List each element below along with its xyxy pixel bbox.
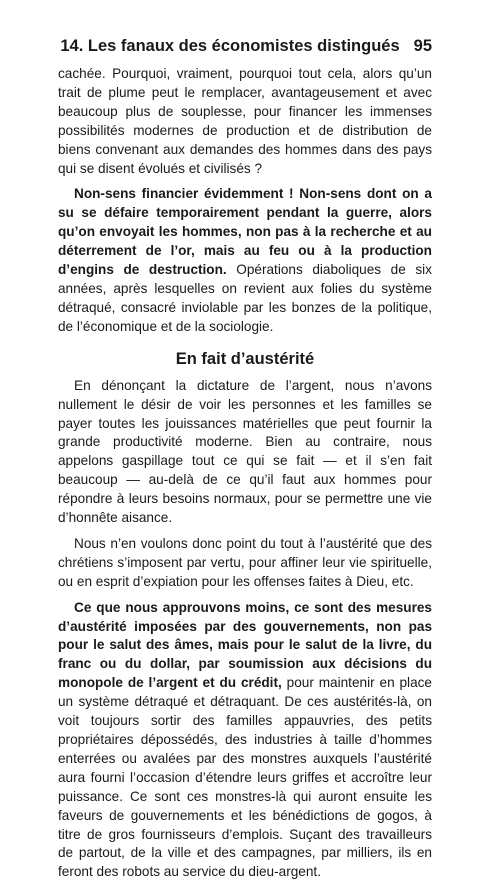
paragraph-mesures-austerite <box>58 599 432 882</box>
paragraph-text: pour maintenir en place un système détraqué et détraquant. De ces austérités-là, on voit toujours sortir des familles appauvries, des petits propriétaires dépossédés, des industries à taille d’hommes enterrées ou avalées par des monstres auxquels l’austérité aura fourni l’occasion d’étendre leurs griffes et accroître leur puissance. Ce sont ces monstres-là qui auront ensuite les faveurs de gouvernements et les bénédictions de gogos, à titre de gros fournisseurs d’emplois. Suçant des travailleurs de partout, de la ville et des campagnes, par milliers, ils en feront des robots au service du dieu-argent. <box>58 675 432 880</box>
chapter-title: 14. Les fanaux des économistes distingués <box>60 37 400 55</box>
page-number: 95 <box>413 37 432 55</box>
paragraph-continuation: cachée. Pourquoi, vraiment, pourquoi tout cela, alors qu’un trait de plume peut le remplacer, avantageusement et avec beaucoup plus de souplesse, pour financer les immenses possibilités modernes de production et de distribution de biens convenant aux demandes des hommes dans des pays qui se disent évolués et civilisés ? <box>58 66 432 176</box>
paragraph-austerite-chretienne: Nous n’en voulons donc point du tout à l’austérité que des chrétiens s’imposent par vertu, pour affiner leur vie spirituelle, ou en esprit d’expiation pour les offenses faites à Dieu, etc. <box>58 535 432 589</box>
bold-statement: Ce que nous approuvons moins, ce sont des mesures d’austérité imposées par des gouvernements, non pas pour le salut des âmes, mais pour le salut de la livre, du franc ou du dollar, par soumission aux décisions du monopole de l’argent et du crédit, <box>58 599 432 691</box>
book-page <box>58 36 432 882</box>
paragraph-text: Opérations diaboliques de six années, après lesquelles on revient aux folies du système détraqué, consacré inviolable par les bonzes de la politique, de l’économique et de la sociologie. <box>58 262 432 334</box>
section-heading: En fait d’austérité <box>175 349 315 368</box>
running-head <box>58 36 432 56</box>
paragraph-denonciation: En dénonçant la dictature de l’argent, nous n’avons nullement le désir de voir les personnes et les familles se payer toutes les jouissances matérielles que peut fournir la grande productivité moderne. Bien au contraire, nous appelons gaspillage tout ce qui se fait — et il s’en fait beaucoup — au-delà de ce qu’il faut aux hommes pour répondre à leurs besoins normaux, pour se permettre une vie d’honnête aisance. <box>58 377 432 526</box>
paragraph-nonsens <box>58 185 432 336</box>
bold-statement: Non-sens financier évidemment ! Non-sens dont on a su se défaire temporairement pendant la guerre, alors qu’on envoyait les hommes, non pas à la recherche et au déterrement de l’or, mais au feu ou à la production d’engins de destruction. <box>58 186 432 278</box>
